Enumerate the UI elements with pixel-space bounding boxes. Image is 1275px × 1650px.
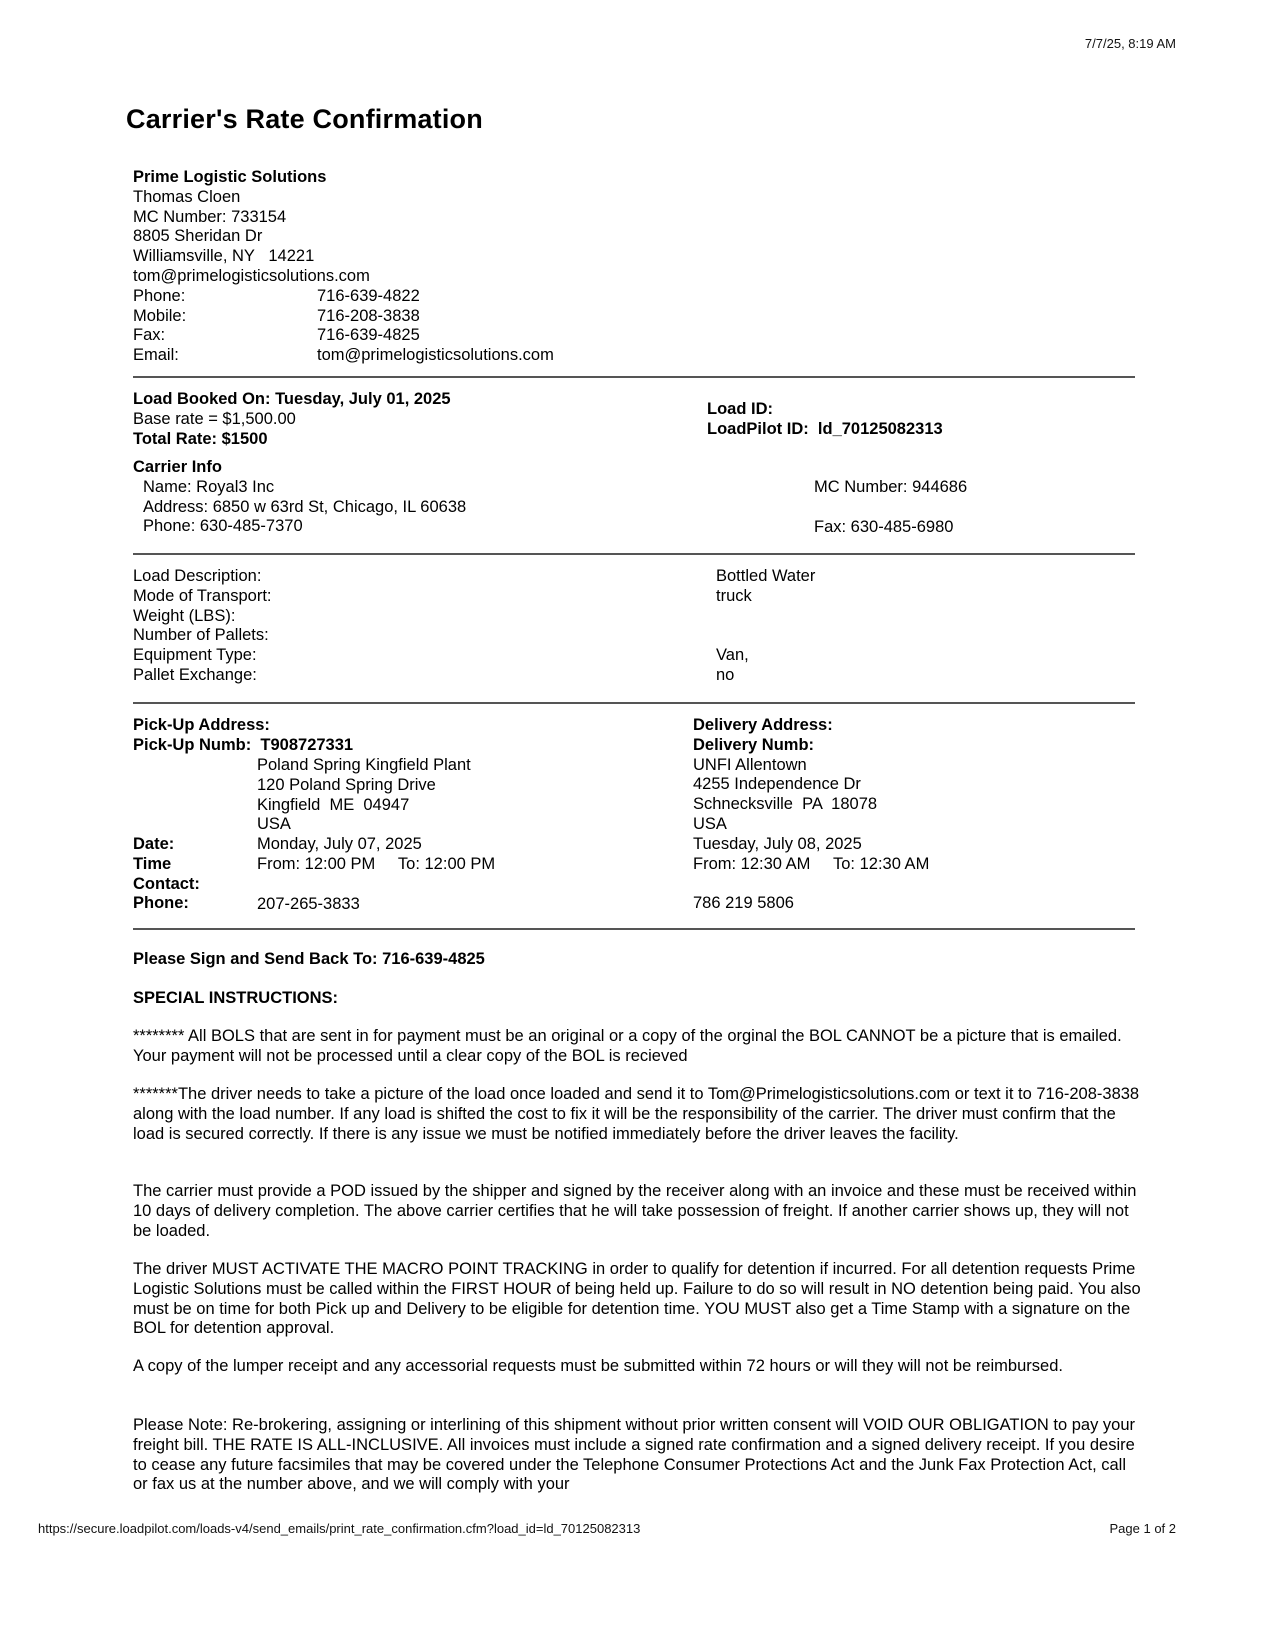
broker-company: Prime Logistic Solutions: [133, 168, 327, 186]
pickup-date: Monday, July 07, 2025: [257, 835, 422, 854]
section-divider: [133, 928, 1135, 930]
broker-fax-label: Fax:: [133, 326, 166, 345]
sign-back-note: Please Sign and Send Back To: 716-639-4825: [133, 950, 485, 968]
loadpilot-id: LoadPilot ID: ld_70125082313: [707, 419, 943, 438]
weight-label: Weight (LBS):: [133, 606, 236, 625]
mode-of-transport-label: Mode of Transport:: [133, 586, 272, 605]
broker-contact: Thomas Cloen: [133, 187, 241, 206]
number-of-pallets-value: [716, 626, 815, 646]
delivery-block: [693, 716, 929, 914]
carrier-fax: Fax: 630-485-6980: [814, 517, 954, 536]
broker-mc-number: MC Number: 733154: [133, 207, 287, 226]
instruction-paragraph: *******The driver needs to take a picture of the load once loaded and send it to Tom@Primelogisticsolutions.com or text it to 716-208-3838 along with the load number. If any load is shifted the cost to fix it will be the responsibility of the carrier. The driver must confirm that the load is secured correctly. If there is any issue we must be notified immediately before the driver leaves the facility.: [133, 1085, 1140, 1143]
pickup-heading: Pick-Up Address:: [133, 716, 270, 734]
section-divider: [133, 376, 1135, 378]
delivery-date: Tuesday, July 08, 2025: [693, 834, 862, 853]
load-booked-on: Load Booked On: Tuesday, July 01, 2025: [133, 390, 451, 408]
delivery-time: From: 12:30 AM To: 12:30 AM: [693, 854, 930, 873]
pallet-exchange-value: no: [716, 665, 735, 684]
equipment-type-value: Van,: [716, 646, 749, 665]
broker-address-line2: Williamsville, NY 14221: [133, 247, 315, 266]
pickup-address: [257, 756, 495, 914]
instruction-paragraph: Please Note: Re-brokering, assigning or interlining of this shipment without prior written consent will VOID OUR OBLIGATION to pay your freight bill. THE RATE IS ALL-INCLUSIVE. All invoices must include a signed rate confirmation and a signed delivery receipt. If you desire to cease any future facsimiles that may be covered under the Telephone Consumer Protections Act and the Junk Fax Protection Act, call or fax us at the number above, and we will comply with your: [133, 1416, 1136, 1494]
carrier-mc-fax: [814, 478, 967, 537]
broker-block: [133, 168, 733, 366]
pallet-exchange-label: Pallet Exchange:: [133, 665, 257, 684]
page-title: Carrier's Rate Confirmation: [126, 104, 483, 134]
broker-mobile-value: 716-208-3838: [317, 306, 420, 325]
page-number: Page 1 of 2: [1109, 1521, 1176, 1536]
broker-phone-row: [133, 287, 733, 307]
special-instructions-heading: SPECIAL INSTRUCTIONS:: [133, 989, 339, 1007]
footer-url: https://secure.loadpilot.com/loads-v4/send_emails/print_rate_confirmation.cfm?load_id=ld_70125082313: [38, 1521, 641, 1536]
carrier-info-heading: Carrier Info: [133, 458, 222, 476]
mode-of-transport-value: truck: [716, 586, 752, 605]
pickup-date-label: Date:: [133, 835, 175, 853]
carrier-address: Address: 6850 w 63rd St, Chicago, IL 60638: [143, 497, 467, 516]
delivery-phone: 786 219 5806: [693, 894, 794, 913]
section-divider: [133, 553, 1135, 555]
equipment-type-label: Equipment Type:: [133, 646, 257, 665]
delivery-city: Schnecksville PA 18078: [693, 795, 878, 814]
print-timestamp: 7/7/25, 8:19 AM: [1084, 36, 1176, 51]
delivery-heading: Delivery Address:: [693, 716, 833, 734]
broker-email-line: tom@primelogisticsolutions.com: [133, 266, 370, 285]
pickup-street: 120 Poland Spring Drive: [257, 775, 436, 794]
carrier-phone: Phone: 630-485-7370: [143, 517, 303, 536]
booking-block: [133, 390, 451, 449]
load-description-value: Bottled Water: [716, 567, 816, 585]
load-id: Load ID:: [707, 400, 773, 418]
pickup-time-label: Time: [133, 854, 172, 873]
carrier-mc-number: MC Number: 944686: [814, 478, 968, 496]
pickup-phone: 207-265-3833: [257, 894, 360, 913]
instruction-paragraph: A copy of the lumper receipt and any accessorial requests must be submitted within 72 hours or will they will not be reimbursed.: [133, 1357, 1063, 1375]
broker-mobile-row: [133, 307, 733, 327]
broker-email-label: Email:: [133, 346, 179, 365]
number-of-pallets-label: Number of Pallets:: [133, 626, 269, 645]
instruction-paragraph: The driver MUST ACTIVATE THE MACRO POINT TRACKING in order to qualify for detention if incurred. For all detention requests Prime Logistic Solutions must be called within the FIRST HOUR of being held up. Failure to do so will result in NO detention being paid. You also must be on time for both Pick up and Delivery to be eligible for detention time. YOU MUST also get a Time Stamp with a signature on the BOL for detention approval.: [133, 1260, 1141, 1338]
pickup-time: From: 12:00 PM To: 12:00 PM: [257, 854, 496, 873]
pickup-phone-label: Phone:: [133, 894, 189, 913]
pickup-facility-name: Poland Spring Kingfield Plant: [257, 756, 471, 774]
broker-email-row: [133, 346, 733, 366]
delivery-street: 4255 Independence Dr: [693, 775, 861, 794]
pickup-number: Pick-Up Numb: T908727331: [133, 735, 354, 754]
delivery-number: Delivery Numb:: [693, 735, 815, 754]
pickup-country: USA: [257, 815, 291, 834]
broker-phone-label: Phone:: [133, 286, 186, 305]
broker-fax-row: [133, 326, 733, 346]
pickup-contact-label: Contact:: [133, 874, 200, 893]
section-divider: [133, 702, 1135, 704]
pickup-city: Kingfield ME 04947: [257, 795, 410, 814]
load-details-labels: [133, 567, 272, 686]
base-rate: Base rate = $1,500.00: [133, 409, 296, 428]
instruction-paragraph: ******** All BOLS that are sent in for payment must be an original or a copy of the orginal the BOL CANNOT be a picture that is emailed. Your payment will not be processed until a clear copy of the BOL is recieved: [133, 1027, 1122, 1065]
pickup-labels: [133, 835, 200, 914]
instruction-paragraph: The carrier must provide a POD issued by the shipper and signed by the receiver along with an invoice and these must be received within 10 days of delivery completion. The above carrier certifies that he will take possession of freight. If another carrier shows up, they will not be loaded.: [133, 1182, 1137, 1240]
carrier-info-block: [133, 458, 466, 537]
weight-value: [716, 607, 815, 627]
carrier-name: Name: Royal3 Inc: [143, 477, 275, 496]
delivery-country: USA: [693, 814, 727, 833]
broker-address-line1: 8805 Sheridan Dr: [133, 227, 263, 246]
broker-email-value: tom@primelogisticsolutions.com: [317, 346, 554, 365]
delivery-facility-name: UNFI Allentown: [693, 755, 807, 774]
load-description-label: Load Description:: [133, 567, 262, 585]
load-details-values: [716, 567, 815, 686]
broker-mobile-label: Mobile:: [133, 306, 187, 325]
load-id-block: [707, 400, 943, 440]
broker-phone-value: 716-639-4822: [317, 286, 420, 305]
broker-fax-value: 716-639-4825: [317, 326, 420, 345]
total-rate: Total Rate: $1500: [133, 429, 268, 448]
pickup-block: [133, 716, 353, 756]
